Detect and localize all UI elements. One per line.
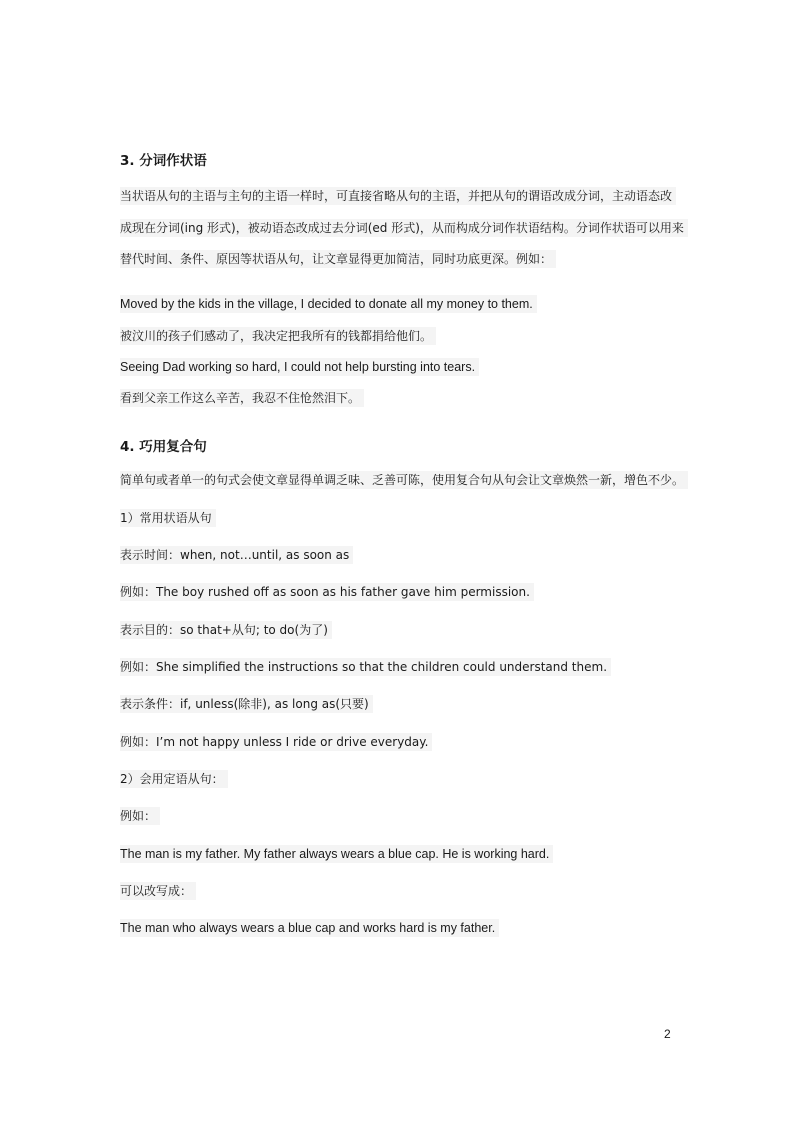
section-3-para-line-3 <box>120 251 556 267</box>
example-text: 被汶川的孩子们感动了，我决定把我所有的钱都捐给他们。 <box>120 327 436 345</box>
intro-text: 简单句或者单一的句式会使文章显得单调乏味、乏善可陈，使用复合句从句会让文章焕然一新，增色不少。 <box>120 471 688 489</box>
example-text: Moved by the kids in the village, I decided to donate all my money to them. <box>120 295 537 313</box>
para-text: 替代时间、条件、原因等状语从句，让文章显得更加简洁，同时功底更深。例如： <box>120 250 556 268</box>
example-text: 看到父亲工作这么辛苦，我忍不住怆然泪下。 <box>120 389 364 407</box>
condition-clause-label <box>120 696 373 712</box>
subheading-text: 2）会用定语从句： <box>120 770 228 788</box>
example-text: 例如：The boy rushed off as soon as his father gave him permission. <box>120 583 534 601</box>
section-3-para-line-2 <box>120 220 688 236</box>
section-3-para-line-1 <box>120 188 676 204</box>
original-sentence <box>120 846 553 862</box>
label-text: 可以改写成： <box>120 882 196 900</box>
example-text: 例如：I’m not happy unless I ride or drive everyday. <box>120 733 432 751</box>
example-2-english <box>120 359 479 375</box>
attributive-clause-subheading <box>120 771 228 787</box>
example-2-chinese <box>120 390 364 406</box>
example-text: 例如：She simplified the instructions so that the children could understand them. <box>120 658 611 676</box>
example-1-chinese <box>120 328 436 344</box>
rewrite-label <box>120 883 196 899</box>
sentence-text: The man is my father. My father always wears a blue cap. He is working hard. <box>120 845 553 863</box>
label-text: 表示条件：if, unless(除非), as long as(只要) <box>120 695 373 713</box>
rewritten-sentence <box>120 920 499 936</box>
label-text: 表示时间：when, not…until, as soon as <box>120 546 353 564</box>
purpose-clause-label <box>120 622 332 638</box>
section-4-heading: 4. 巧用复合句 <box>120 439 207 455</box>
condition-clause-example <box>120 734 432 750</box>
time-clause-example <box>120 584 534 600</box>
example-1-english <box>120 296 537 312</box>
time-clause-label <box>120 547 353 563</box>
sentence-text: The man who always wears a blue cap and works hard is my father. <box>120 919 499 937</box>
section-4-intro <box>120 472 688 488</box>
adverbial-clause-subheading <box>120 510 216 526</box>
subheading-text: 1）常用状语从句 <box>120 509 216 527</box>
purpose-clause-example <box>120 659 611 675</box>
section-3-heading: 3. 分词作状语 <box>120 153 207 169</box>
para-text: 当状语从句的主语与主句的主语一样时，可直接省略从句的主语，并把从句的谓语改成分词，主动语态改 <box>120 187 676 205</box>
page-number: 2 <box>664 1027 671 1041</box>
example-label <box>120 808 160 824</box>
para-text: 成现在分词(ing 形式)，被动语态改成过去分词(ed 形式)，从而构成分词作状语结构。分词作状语可以用来 <box>120 219 688 237</box>
label-text: 表示目的：so that+从句; to do(为了) <box>120 621 332 639</box>
example-text: Seeing Dad working so hard, I could not help bursting into tears. <box>120 358 479 376</box>
label-text: 例如： <box>120 807 160 825</box>
